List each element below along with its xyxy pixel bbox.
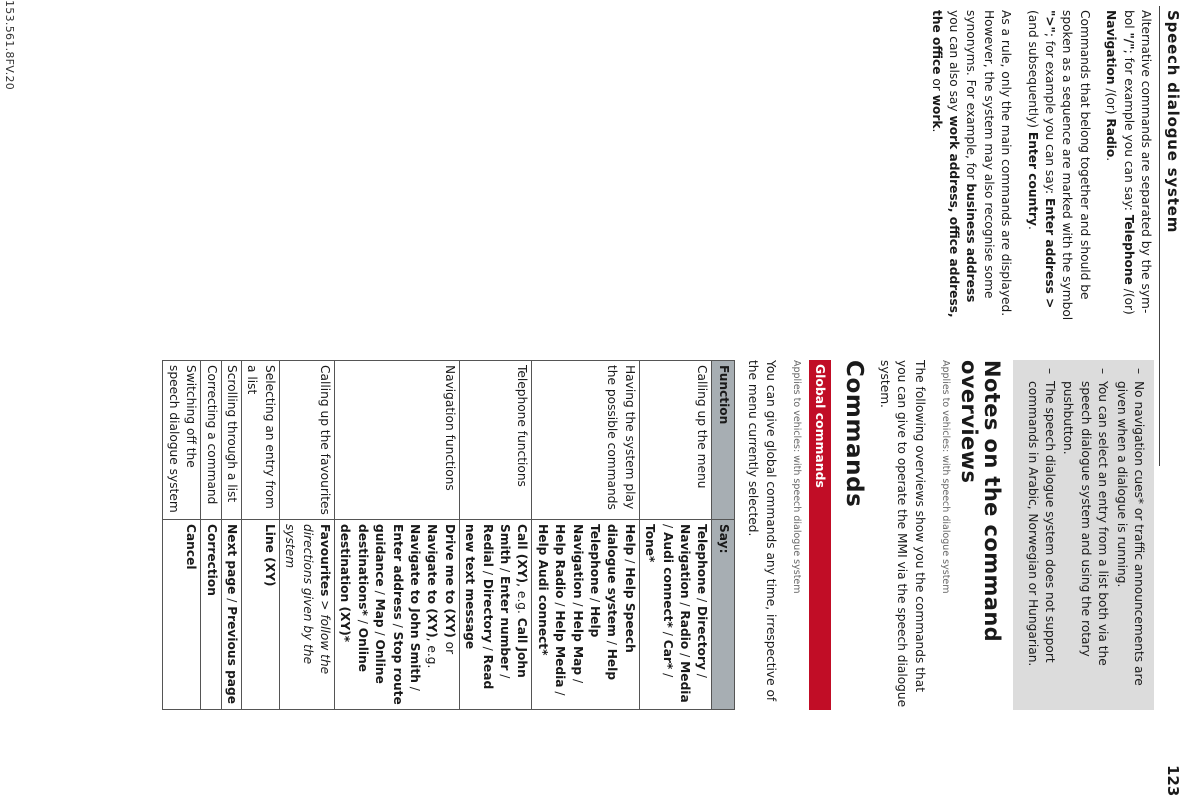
column-left (918, 10, 1154, 325)
table-row: Navigation functions Drive me to (XY) or Navigate to (XY), e.g. Navigate to John Smith / Enter address / Stop route guidance / Map / Online destinations* / Online destination (XY)* (334, 361, 459, 710)
note-box (1013, 360, 1154, 710)
table-row: Having the system play the possible commands Help / Help Speech dialogue system / Help Telephone / Help Navigation / Help Map / Help Radio / Help Media / Help Audi connect* (532, 361, 639, 710)
header-function: Function (712, 361, 734, 520)
global-commands-bar: Global commands (809, 360, 830, 710)
document-code: 153.561.8FV.20 (3, 0, 16, 91)
intro-paragraph-2: Commands that belong together and should be spoken as a sequence are marked with the symbol ">"; for example you can say: Enter address > (and subsequently) Enter country. (1025, 10, 1092, 321)
intro-paragraph-1: Alternative commands are separated by the symbol "/"; for example you can say: Telephone /(or) Navigation /(or) Radio. (1104, 10, 1153, 315)
intro-paragraph-3: As a rule, only the main commands are displayed. However, the system may also recognise some synonyms. For example, for business address you can also say work address, office address, the office or work. (929, 10, 1014, 318)
table-row: Telephone functions Call (XY), e.g. Call John Smith / Enter number / Redial / Directory / Read new text message (459, 361, 532, 710)
note-item: – You can select an entry from a list both via the speech dialogue system and using the rotary pushbutton. (1059, 368, 1111, 702)
table-row: Scrolling through a list Next page / Previous page (221, 361, 241, 710)
overviews-text: The following overviews show you the commands that you can give to operate the MMI via the speech dialogue system. (877, 360, 927, 708)
section-title: Speech dialogue system (1164, 10, 1182, 234)
header-say: Say: (712, 520, 734, 710)
table-row: Calling up the menu Telephone / Directory / Navigation / Radio / Media / Audi connect* / Car* / Tone* (639, 361, 712, 710)
table-row: Selecting an entry from a list Line (XY) (241, 361, 279, 710)
commands-table (162, 360, 735, 710)
commands-heading: Commands (840, 360, 867, 508)
table-row: Calling up the favourites Favourites > follow the directions given by the system (279, 361, 334, 710)
table-row: Correcting a command Correction (201, 361, 221, 710)
page-number: 123 (1164, 765, 1182, 796)
overviews-heading: Notes on the command overviews (957, 360, 1005, 643)
table-row: Switching off the speech dialogue system Cancel (163, 361, 201, 710)
overviews-applies: Applies to vehicles: with speech dialogue system (940, 360, 952, 594)
header-rule (1159, 6, 1160, 466)
commands-applies: Applies to vehicles: with speech dialogue system (791, 360, 803, 594)
note-item: – No navigation cues* or traffic announcements are given when a dialogue is running. (1112, 368, 1147, 702)
commands-text: You can give global commands any time, irrespective of the menu currently selected. (746, 360, 778, 702)
note-item: – The speech dialogue system does not support commands in Arabic, Norwegian or Hungarian. (1023, 368, 1058, 702)
table-header-row (712, 361, 734, 710)
column-right (162, 360, 1154, 710)
